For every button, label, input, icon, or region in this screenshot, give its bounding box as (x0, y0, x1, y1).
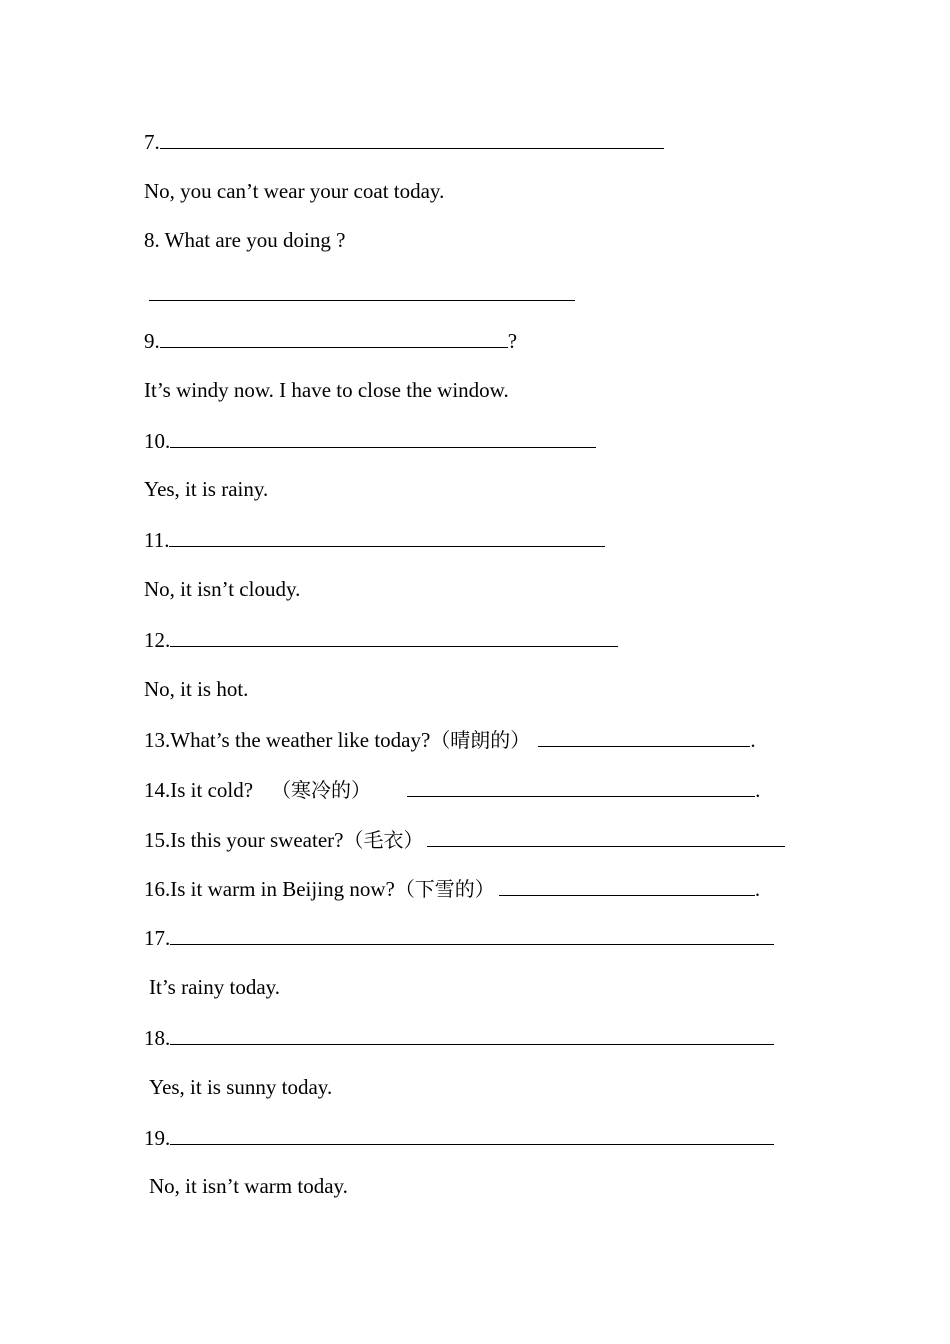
answer-blank[interactable] (170, 624, 618, 647)
item-number: 11. (144, 528, 170, 552)
item-number: 13. (144, 728, 171, 752)
item-18 (144, 1022, 774, 1052)
item-12 (144, 624, 618, 654)
period: . (750, 728, 756, 752)
period: . (755, 778, 761, 802)
question-text: What’s the weather like today? (170, 728, 431, 752)
item-number: 10. (144, 429, 171, 453)
item-number: 19. (144, 1126, 171, 1150)
hint-text: （晴朗的） (430, 728, 531, 752)
answer-text: It’s windy now. I have to close the window. (144, 378, 509, 402)
answer-blank[interactable] (169, 524, 605, 547)
item-14 (144, 774, 760, 804)
answer-blank[interactable] (160, 325, 508, 348)
item-number: 15. (144, 828, 171, 852)
item-7 (144, 126, 664, 156)
answer-text: No, you can’t wear your coat today. (144, 179, 445, 203)
answer-blank[interactable] (160, 126, 664, 149)
question-mark: ? (507, 329, 518, 353)
item-15 (144, 824, 785, 854)
item-8-answer-line (149, 278, 575, 308)
hint-text: （毛衣） (343, 828, 424, 852)
answer-blank[interactable] (170, 922, 774, 945)
item-number: 7. (144, 130, 160, 154)
answer-blank[interactable] (538, 724, 750, 747)
answer-blank[interactable] (170, 1022, 774, 1045)
answer-text: No, it is hot. (144, 677, 249, 701)
item-number: 9. (144, 329, 160, 353)
hint-text: （下雪的） (394, 877, 495, 901)
answer-blank[interactable] (170, 1122, 774, 1145)
item-16 (144, 873, 760, 903)
item-19-answer (149, 1171, 348, 1201)
item-9 (144, 325, 517, 355)
question-text: Is this your sweater? (170, 828, 344, 852)
item-11-answer (144, 574, 300, 604)
answer-blank[interactable] (407, 774, 755, 797)
item-13 (144, 724, 756, 754)
item-19 (144, 1122, 774, 1152)
item-12-answer (144, 674, 248, 704)
item-number: 14. (144, 778, 171, 802)
answer-text: It’s rainy today. (149, 975, 281, 999)
period: . (754, 877, 761, 901)
item-10-answer (144, 474, 268, 504)
hint-text: （寒冷的） (271, 778, 372, 802)
answer-text: Yes, it is rainy. (144, 477, 269, 501)
answer-text: No, it isn’t warm today. (149, 1174, 348, 1198)
answer-blank[interactable] (149, 278, 575, 301)
item-7-answer (144, 176, 444, 206)
answer-text: No, it isn’t cloudy. (144, 577, 301, 601)
answer-blank[interactable] (427, 824, 785, 847)
item-number: 18. (144, 1026, 171, 1050)
item-number: 8. (144, 228, 160, 252)
item-10 (144, 425, 596, 455)
item-number: 16. (144, 877, 171, 901)
item-11 (144, 524, 605, 554)
item-8 (144, 225, 345, 255)
item-number: 17. (144, 926, 171, 950)
answer-blank[interactable] (170, 425, 596, 448)
question-text: What are you doing ? (164, 228, 346, 252)
item-18-answer (149, 1072, 332, 1102)
answer-text: Yes, it is sunny today. (149, 1075, 333, 1099)
item-17-answer (149, 972, 280, 1002)
item-17 (144, 922, 774, 952)
item-number: 12. (144, 628, 171, 652)
question-text: Is it warm in Beijing now? (170, 877, 395, 901)
question-text: Is it cold? (170, 778, 254, 802)
item-9-answer (144, 375, 509, 405)
answer-blank[interactable] (499, 873, 755, 896)
